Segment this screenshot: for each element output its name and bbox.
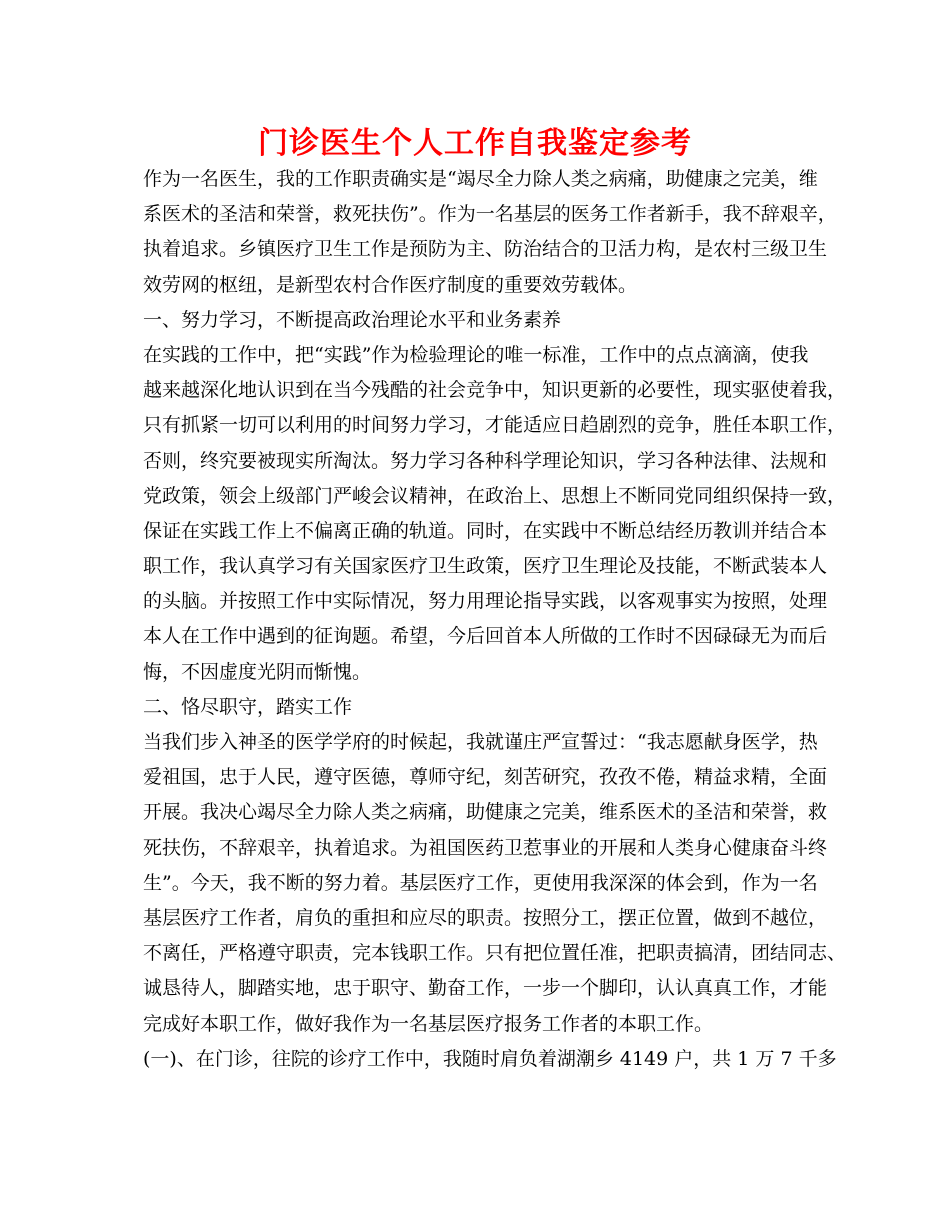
text-line: 保证在实践工作上不偏离正确的轨道。同时，在实践中不断总结经历教训并结合本 bbox=[143, 519, 828, 542]
text-line: 爱祖国，忠于人民，遵守医德，尊师守纪，刻苦研究，孜孜不倦，精益求精，全面 bbox=[143, 766, 828, 789]
text-line: 只有抓紧一切可以利用的时间努力学习，才能适应日趋剧烈的竞争，胜任本职工作， bbox=[143, 414, 847, 437]
text-line: 越来越深化地认识到在当今残酷的社会竞争中，知识更新的必要性，现实驱使着我， bbox=[143, 379, 847, 402]
text-line: 本人在工作中遇到的征询题。希望，今后回首本人所做的工作时不因碌碌无为而后 bbox=[143, 625, 828, 648]
section-heading: 一、努力学习，不断提高政治理论水平和业务素养 bbox=[143, 308, 562, 331]
text-line: 效劳网的枢纽，是新型农村合作医疗制度的重要效劳载体。 bbox=[143, 273, 638, 296]
text-line: 完成好本职工作，做好我作为一名基层医疗报务工作者的本职工作。 bbox=[143, 1012, 714, 1035]
text-line: 基层医疗工作者，肩负的重担和应尽的职责。按照分工，摆正位置，做到不越位， bbox=[143, 906, 828, 929]
text-line: 职工作，我认真学习有关国家医疗卫生政策，医疗卫生理论及技能，不断武装本人 bbox=[143, 555, 828, 578]
text-line: 否则，终究要被现实所淘汰。努力学习各种科学理论知识，学习各种法律、法规和 bbox=[143, 449, 828, 472]
text-line: 在实践的工作中，把“实践”作为检验理论的唯一标准，工作中的点点滴滴，使我 bbox=[143, 343, 809, 366]
text-line: 诚恳待人，脚踏实地，忠于职守、勤奋工作，一步一个脚印，认认真真工作，才能 bbox=[143, 977, 828, 1000]
text-line: 生”。今天，我不断的努力着。基层医疗工作，更使用我深深的体会到，作为一名 bbox=[143, 871, 818, 894]
text-line: (一)、在门诊，往院的诊疗工作中，我随时肩负着湖潮乡 4149 户，共 1 万 7 千多 bbox=[143, 1047, 837, 1070]
section-heading: 二、恪尽职守，踏实工作 bbox=[143, 695, 353, 718]
text-line: 系医术的圣洁和荣誉，救死扶伤”。作为一名基层的医务工作者新手，我不辞艰辛， bbox=[143, 203, 837, 226]
text-line: 死扶伤，不辞艰辛，执着追求。为祖国医药卫惹事业的开展和人类身心健康奋斗终 bbox=[143, 836, 828, 859]
text-line: 悔，不因虚度光阴而惭愧。 bbox=[143, 660, 372, 683]
text-line: 执着追求。乡镇医疗卫生工作是预防为主、防治结合的卫活力构，是农村三级卫生 bbox=[143, 238, 828, 261]
text-line: 作为一名医生，我的工作职责确实是“竭尽全力除人类之病痛，助健康之完美，维 bbox=[143, 168, 818, 190]
text-line: 党政策，领会上级部门严峻会议精神，在政治上、思想上不断同党同组织保持一致， bbox=[143, 484, 847, 507]
text-line: 开展。我决心竭尽全力除人类之病痛，助健康之完美，维系医术的圣洁和荣誉，救 bbox=[143, 801, 828, 824]
document-body bbox=[143, 162, 847, 1077]
text-line: 的头脑。并按照工作中实际情况，努力用理论指导实践，以客观事实为按照，处理 bbox=[143, 590, 828, 613]
text-line: 不离任，严格遵守职责，完本钱职工作。只有把位置任准，把职责搞清，团结同志、 bbox=[143, 942, 847, 965]
document-title: 门诊医生个人工作自我鉴定参考 bbox=[258, 126, 692, 161]
text-line: 当我们步入神圣的医学学府的时候起，我就谨庄严宣誓过：“我志愿献身医学，热 bbox=[143, 731, 818, 753]
